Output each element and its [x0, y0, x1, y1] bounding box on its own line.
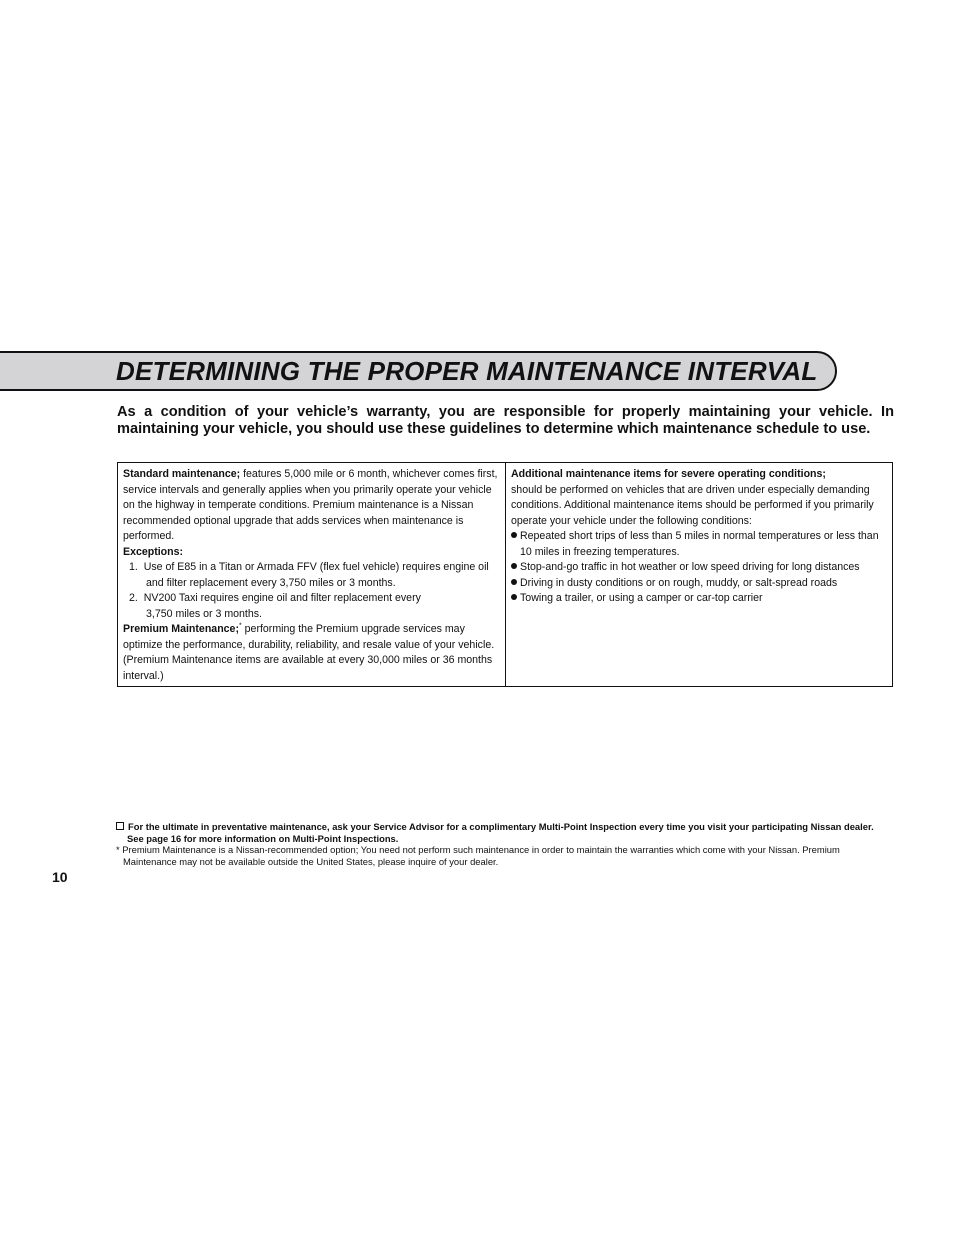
- exception-item: [123, 560, 500, 591]
- standard-maintenance-text: features 5,000 mile or 6 month, whichever comes first, service intervals and generally applies when you primarily operate your vehicle on the highway in temperate conditions. Premium maintenance is a Nissan recommended optional upgrade that adds services when maintenance is performed.: [123, 468, 498, 542]
- condition-text: Repeated short trips of less than 5 miles in normal temperatures or less than 10 miles in freezing temperatures.: [520, 530, 879, 558]
- exception-text: NV200 Taxi requires engine oil and filter replacement every 3,750 miles or 3 months.: [143, 592, 421, 620]
- exception-item: [123, 591, 500, 622]
- premium-footnote-mark: *: [116, 844, 120, 855]
- condition-item: [511, 560, 887, 576]
- exceptions-label: Exceptions:: [123, 545, 184, 558]
- premium-maintenance-text: performing the Premium upgrade services may optimize the performance, durability, reliability, and resale value of your vehicle. (Premium Maintenance items are available at every 30,000 miles or 36 months interval.): [123, 623, 495, 682]
- condition-item: [511, 576, 887, 592]
- exception-text: Use of E85 in a Titan or Armada FFV (flex fuel vehicle) requires engine oil and filter replacement every 3,750 miles or 3 months.: [143, 561, 489, 589]
- condition-item: [511, 591, 887, 607]
- premium-footnote-text: Premium Maintenance is a Nissan-recommended option; You need not perform such maintenance in order to maintain the warranties which come with your Nissan. Premium Maintenance may not be available outside the United States, please inquire of your dealer.: [122, 844, 840, 867]
- premium-footnote: [116, 844, 886, 867]
- footnotes: [116, 821, 886, 867]
- page-number: 10: [52, 869, 68, 885]
- bullet-icon: [511, 532, 517, 538]
- standard-maintenance-cell: [118, 463, 506, 686]
- checkbox-icon: [116, 822, 124, 830]
- maintenance-table: [117, 462, 893, 687]
- severe-conditions-cell: [506, 463, 892, 686]
- standard-maintenance-label: Standard maintenance;: [123, 468, 241, 480]
- exception-number: 2.: [129, 592, 138, 604]
- condition-text: Stop-and-go traffic in hot weather or low speed driving for long distances: [520, 561, 860, 573]
- intro-paragraph: As a condition of your vehicle’s warranty, you are responsible for properly maintaining your vehicle. In maintaining your vehicle, you should use these guidelines to determine which maintenance schedule to use.: [117, 404, 894, 437]
- bullet-icon: [511, 594, 517, 600]
- condition-text: Driving in dusty conditions or on rough, muddy, or salt-spread roads: [520, 576, 838, 589]
- severe-conditions-heading: Additional maintenance items for severe operating conditions;: [511, 468, 826, 480]
- condition-text: Towing a trailer, or using a camper or car-top carrier: [520, 592, 763, 604]
- bullet-icon: [511, 579, 517, 585]
- page-title: DETERMINING THE PROPER MAINTENANCE INTERVAL: [116, 356, 818, 386]
- premium-maintenance-paragraph: [123, 622, 500, 684]
- bullet-icon: [511, 563, 517, 569]
- standard-maintenance-paragraph: [123, 467, 500, 545]
- condition-item: [511, 529, 887, 560]
- exception-number: 1.: [129, 561, 138, 573]
- premium-maintenance-label: Premium Maintenance;: [123, 623, 239, 635]
- inspection-footnote-text: For the ultimate in preventative maintenance, ask your Service Advisor for a complimentary Multi-Point Inspection every time you visit your participating Nissan dealer. See page 16 for more information on Multi-Point Inspections.: [127, 821, 874, 844]
- premium-footnote-mark: *: [238, 622, 242, 630]
- severe-conditions-text: should be performed on vehicles that are driven under especially demanding conditions. Additional maintenance items should be performed if you primarily operate your vehicle under the following conditions:: [511, 483, 874, 527]
- inspection-footnote: [116, 821, 886, 844]
